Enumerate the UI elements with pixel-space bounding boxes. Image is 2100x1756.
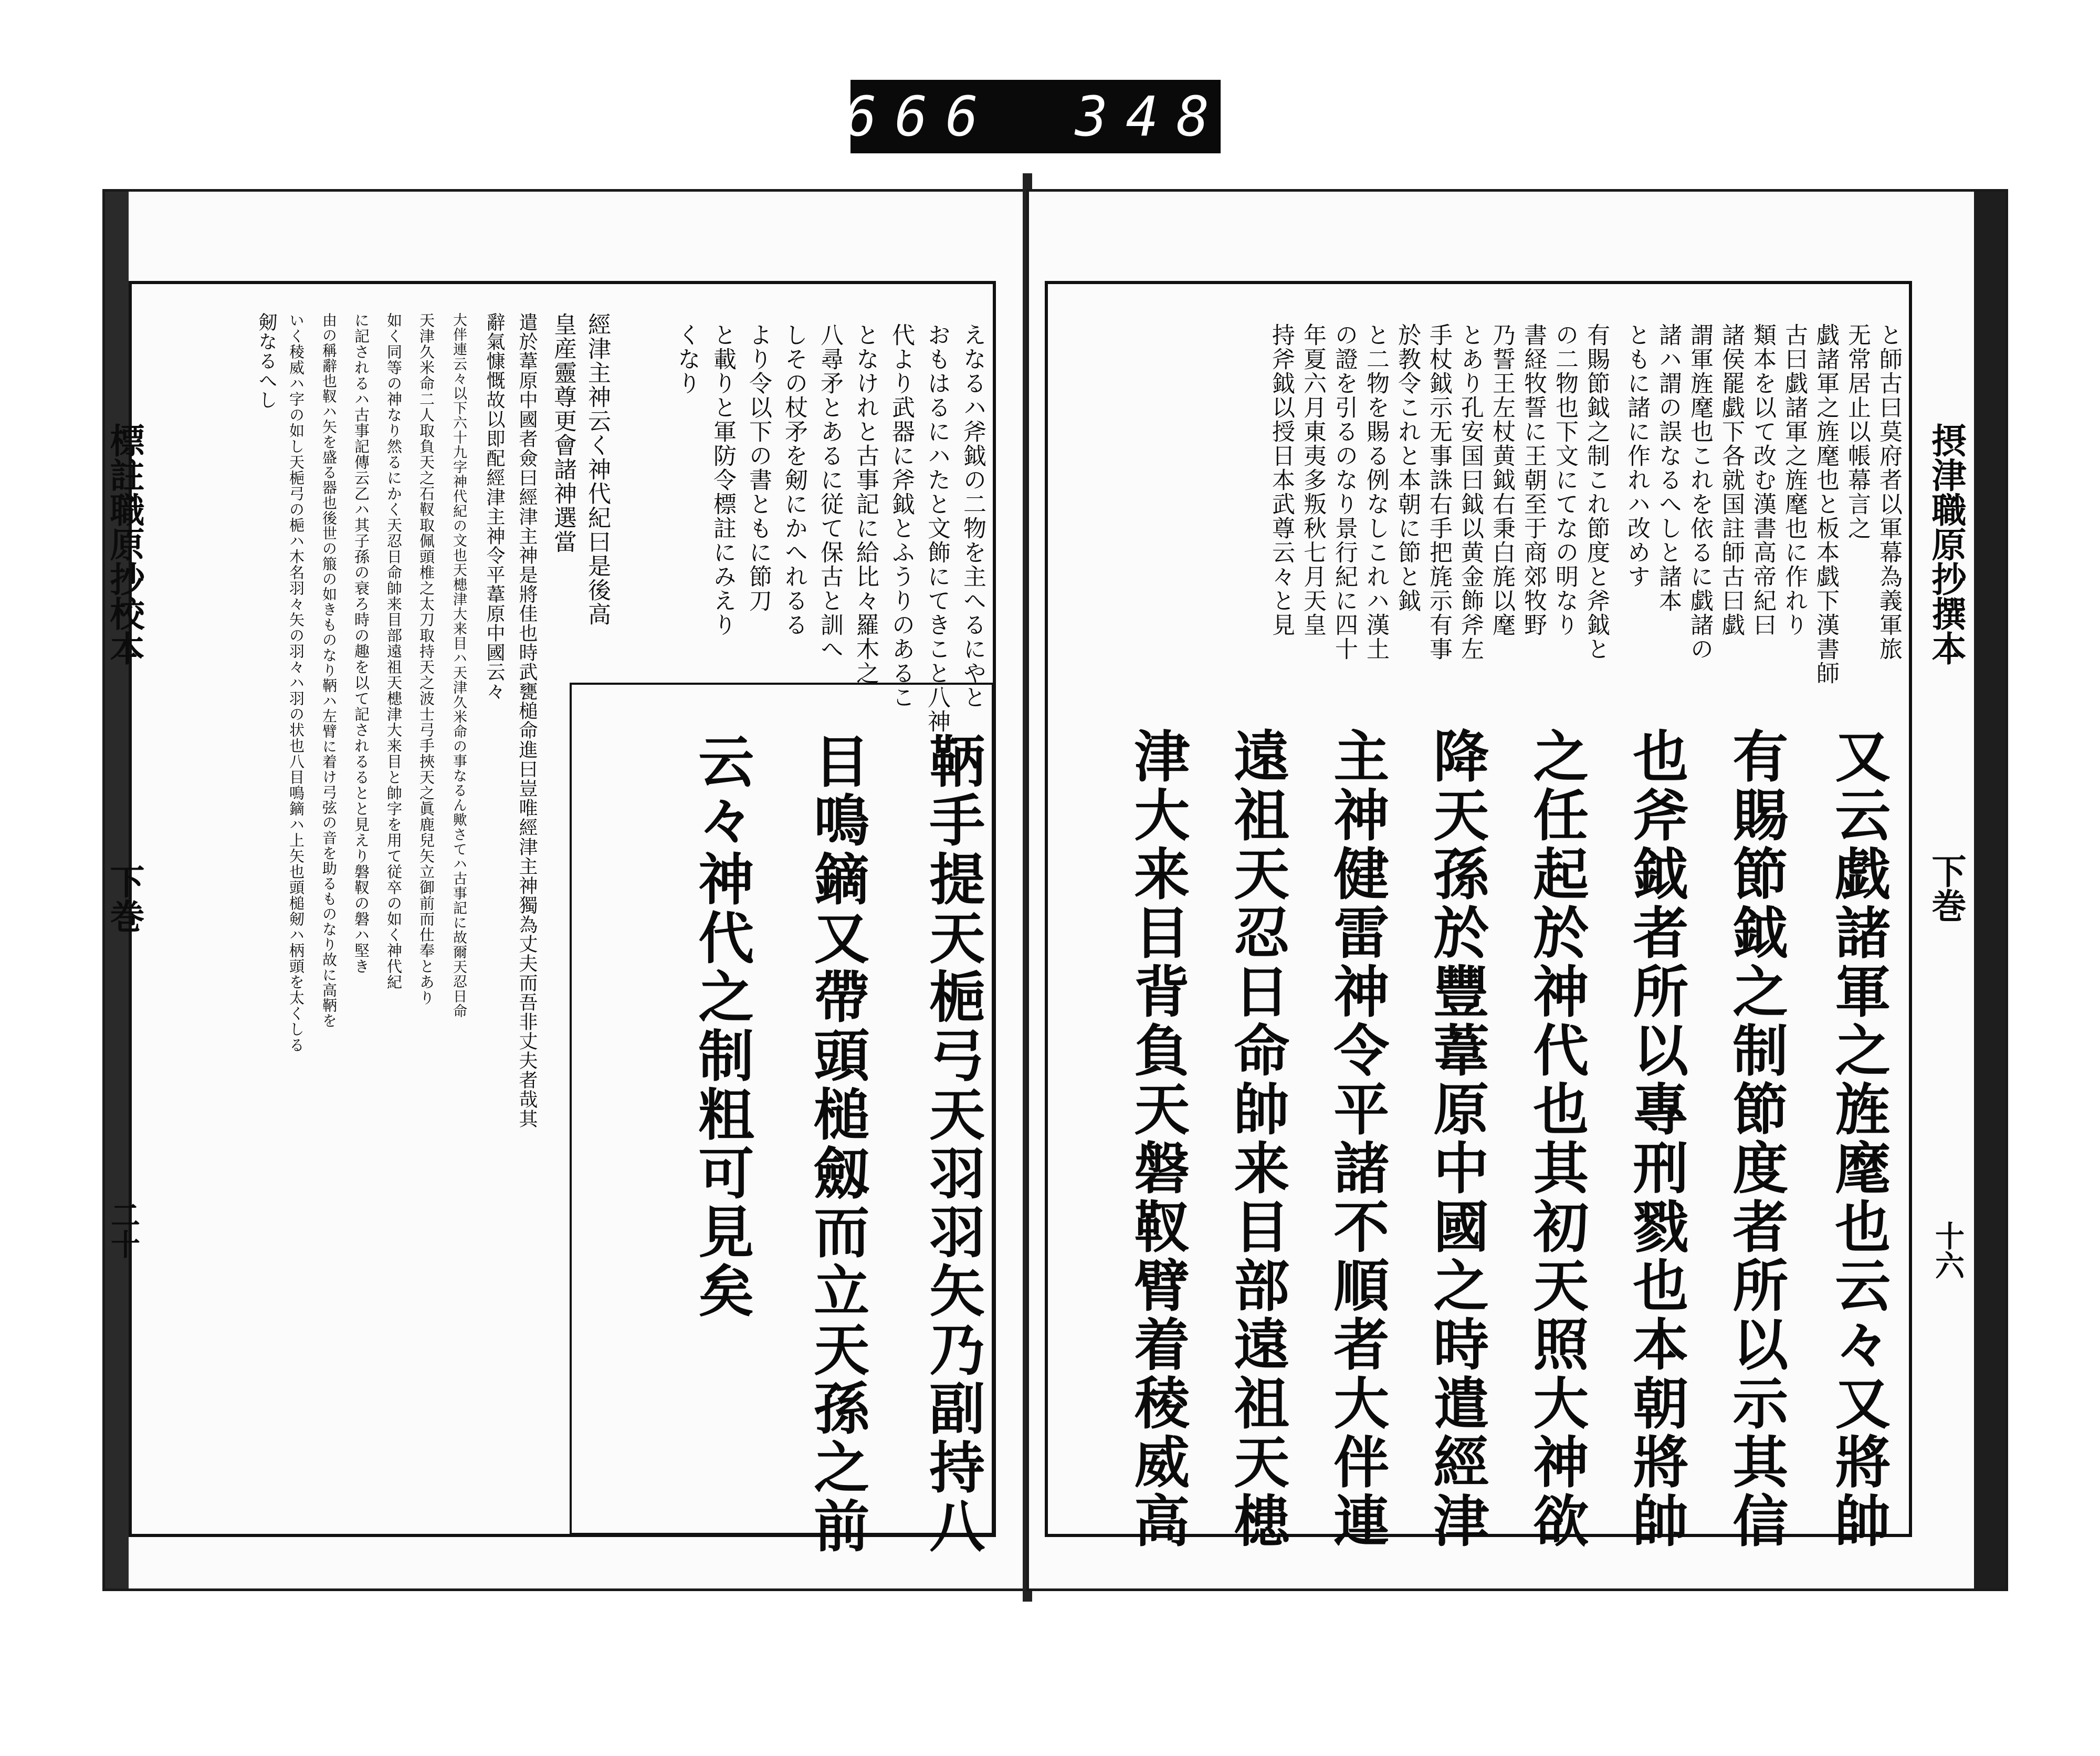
right-note-col-3: 戯諸軍之旌麾也と板本戯下漢書師	[1812, 323, 1839, 685]
left-note2-col-1: 經津主神云く神代紀曰是後高	[584, 312, 611, 626]
right-note2-col-2: の二物也下文にてなの明なり	[1551, 323, 1578, 637]
left-note-col-2: おもはるにハたと文飾にてきこと八神	[923, 323, 950, 734]
left-note-col-4: となけれと古事記に給比々羅木之	[852, 323, 879, 685]
reel-label	[844, 80, 1227, 153]
left-note2-col-9: 由の稱辭也靫ハ矢を盛る器也後世の箙の如きものなり鞆ハ左臂に着け弓弦の音を助るものなり故に高鞆を	[320, 312, 338, 1028]
left-note-col-7: より令以下の書ともに節刀	[745, 323, 772, 613]
left-note2-col-11: 剱なるへし	[256, 312, 277, 410]
right-note-col-8: 諸ハ謂の誤なるへしと諸本	[1655, 323, 1682, 613]
right-main-col-1: 又云戯諸軍之旌麾也云々又將帥	[1826, 727, 1892, 1551]
right-note-col-5: 類本を以て改む漢書高帝紀曰	[1749, 323, 1776, 637]
right-note2-col-5: とあり孔安国曰鉞以黄金飾斧左	[1457, 323, 1484, 661]
right-note2-col-7: 於教令これと本朝に節と鉞	[1394, 323, 1421, 613]
right-page-number: 十六	[1930, 1221, 1965, 1280]
right-note2-col-4: 乃誓王左杖黄鉞右秉白旄以麾	[1488, 323, 1515, 637]
right-note-col-2: 无常居止以帳幕言之	[1844, 323, 1871, 540]
left-note-col-6: しその杖矛を剱にかへれるる	[781, 323, 807, 637]
left-note2-col-10: いく稜威ハ字の如し天梔弓の梔ハ木名羽々矢の羽々ハ羽の状也八目鳴鏑ハ上矢也頭槌剱ハ柄頭を太くしる	[287, 312, 305, 1053]
left-note-col-9: くなり	[674, 323, 700, 395]
left-main-col-3: 云々神代之制粗可見矣	[689, 733, 755, 1321]
right-note2-col-10: 年夏六月東夷多叛秋七月天皇	[1299, 323, 1326, 637]
right-note2-col-8: と二物を賜る例なしこれハ漢土	[1362, 323, 1389, 661]
right-page	[1026, 189, 2008, 1591]
reel-number-right: 348	[1075, 85, 1227, 149]
left-note2-col-3: 遣於葦原中國者僉曰經津主神是將佳也時武甕槌命進曰豈唯經津主神獨為丈夫而吾非丈夫者哉其	[516, 312, 538, 1128]
left-note2-col-7: 如く同等の神なり然るにかく天忍日命帥来目部遠祖天槵津大来目と帥字を用て従卒の如く神代紀	[385, 312, 403, 990]
right-note2-col-1: 有賜節鉞之制これ節度と斧鉞と	[1583, 323, 1610, 661]
left-note-col-8: と載りと軍防令標註にみえり	[709, 323, 736, 637]
right-note-col-4: 古曰戯諸軍之旌麾也に作れり	[1781, 323, 1808, 637]
left-note2-col-8: に記されるハ古事記傳云乙ハ其子孫の衰ろ時の趣を以て記されるるとと見えり磐靫の磐ハ堅き	[352, 312, 370, 974]
right-volume-label: 下巻	[1926, 853, 1967, 923]
left-note2-col-6: 天津久米命二人取負天之石靫取佩頭椎之太刀取持天之波士弓手挾天之眞鹿兒矢立御前而仕奉とあり	[417, 312, 435, 1006]
left-page-number: 二十	[106, 1200, 141, 1259]
left-note-col-5: 八尋矛とあるに従て保古と訓へ	[816, 323, 843, 661]
left-note2-col-4: 辭氣慷慨故以即配經津主神令平葦原中國云々	[484, 312, 505, 701]
left-main-col-2: 目鳴鏑又帶頭槌劔而立天孫之前	[805, 733, 871, 1556]
right-note2-col-11: 持斧鉞以授日本武尊云々と見	[1268, 323, 1295, 637]
right-main-col-2: 有賜節鉞之制節度者所以示其信	[1724, 727, 1790, 1551]
left-note2-col-5: 大伴連云々以下六十九字神代紀の文也天槵津大来目ハ天津久米命の事なるん歟さてハ古事記に故爾天忍日命	[450, 312, 467, 1018]
left-volume-label: 下巻	[104, 864, 145, 933]
right-main-col-5: 降天孫於豐葦原中國之時遣經津	[1424, 727, 1490, 1551]
left-note-col-3: 代より武器に斧鉞とふうりのあるこ	[888, 323, 915, 709]
right-main-col-4: 之任起於神代也其初天照大神欲	[1524, 727, 1590, 1551]
right-main-col-8: 津大来目背負天磐靫臂着稜威高	[1125, 727, 1191, 1551]
left-margin-title: 標註職原抄校本	[104, 423, 145, 665]
right-note-col-9: ともに諸に作れハ改めす	[1623, 323, 1650, 589]
right-page-edge	[1974, 192, 2006, 1588]
right-main-col-6: 主神健雷神令平諸不順者大伴連	[1325, 727, 1391, 1551]
right-note-col-6: 諸侯罷戯下各就国註師古曰戯	[1718, 323, 1745, 637]
right-note-col-1: と師古曰莫府者以軍幕為義軍旅	[1875, 323, 1902, 661]
right-note2-col-3: 書経牧誓に王朝至于商郊牧野	[1520, 323, 1547, 637]
right-margin-title: 摂津職原抄撰本	[1926, 423, 1967, 665]
left-note2-col-2: 皇産靈尊更會諸神選當	[550, 312, 576, 554]
left-note-col-1: えなるハ斧鉞の二物を主へるにやと	[959, 323, 986, 709]
right-main-col-3: 也斧鉞者所以專刑戮也本朝將帥	[1624, 727, 1690, 1551]
right-note2-col-9: の證を引るのなり景行紀に四十	[1331, 323, 1358, 661]
right-note-col-7: 謂軍旌麾也これを依るに戯諸の	[1686, 323, 1713, 661]
left-page	[102, 189, 1032, 1591]
right-main-col-7: 遠祖天忍日命帥来目部遠祖天槵	[1225, 727, 1291, 1551]
right-note2-col-6: 手杖鉞示无事誅右手把旄示有事	[1425, 323, 1452, 661]
left-main-col-1: 鞆手提天梔弓天羽羽矢乃副持八	[920, 733, 986, 1556]
reel-number-left: 666	[844, 85, 996, 149]
